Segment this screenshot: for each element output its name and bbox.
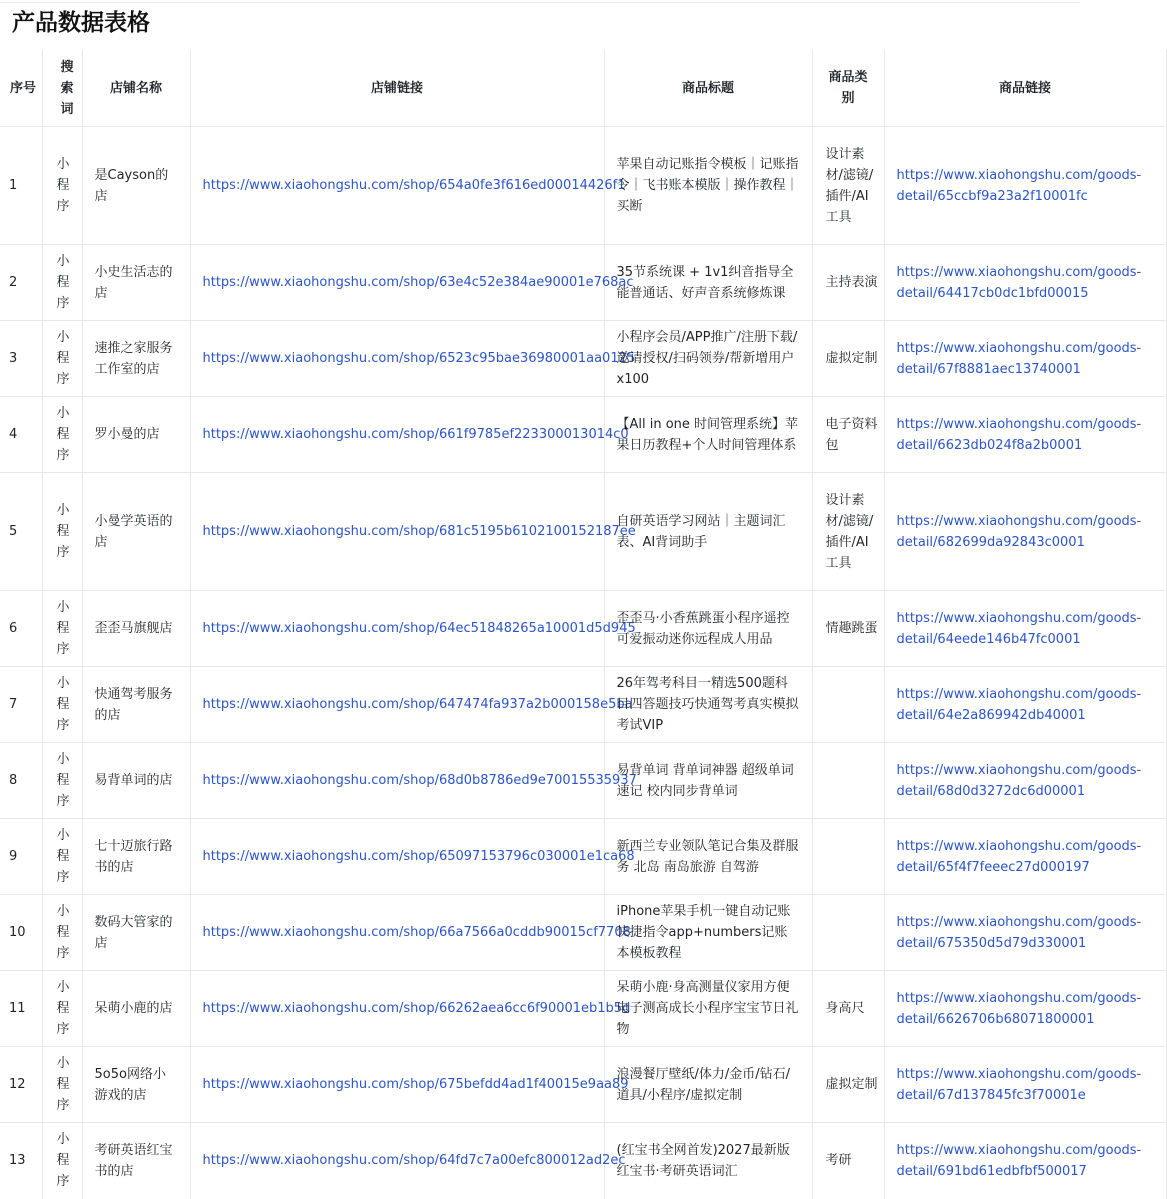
product-link-text[interactable]: https://www.xiaohongshu.com/goods- [896,610,1142,626]
cell-shop-link[interactable]: https://www.xiaohongshu.com/shop/675befdd4ad1f40015e9aa89 [190,1047,604,1123]
cell-shop-link[interactable]: https://www.xiaohongshu.com/shop/661f9785ef223300013014c0 [190,397,604,473]
cell-keyword: 小程序 [42,743,82,819]
column-header-shop-link[interactable]: 店铺链接 [190,50,604,127]
cell-product-title: 苹果自动记账指令模板｜记账指令｜飞书账本模版｜操作教程｜买断 [604,127,812,245]
product-link-text[interactable]: https://www.xiaohongshu.com/goods- [896,990,1142,1006]
table-row[interactable] [0,397,1166,473]
cell-product-link[interactable] [884,819,1166,895]
cell-category: 情趣跳蛋 [812,591,884,667]
product-link-text[interactable]: https://www.xiaohongshu.com/goods- [896,686,1142,702]
table-row[interactable] [0,895,1166,971]
cell-product-title: 26年驾考科目一精选500题科目四答题技巧快通驾考真实模拟考试VIP [604,667,812,743]
cell-product-link[interactable] [884,1047,1166,1123]
cell-product-title: 呆萌小鹿·身高测量仪家用方便电子测高成长小程序宝宝节日礼物 [604,971,812,1047]
cell-shop-name: 小史生活志的店 [82,245,190,321]
cell-shop-link[interactable]: https://www.xiaohongshu.com/shop/647474fa937a2b000158e5ba [190,667,604,743]
cell-shop-name: 速推之家服务工作室的店 [82,321,190,397]
table-row[interactable] [0,1123,1166,1199]
product-link-text[interactable]: detail/682699da92843c0001 [896,534,1085,550]
cell-shop-name: 歪歪马旗舰店 [82,591,190,667]
cell-keyword: 小程序 [42,473,82,591]
cell-product-link[interactable] [884,321,1166,397]
page-title: 产品数据表格 [12,10,150,36]
cell-product-title: 易背单词 背单词神器 超级单词速记 校内同步背单词 [604,743,812,819]
table-row[interactable] [0,245,1166,321]
product-link-text[interactable]: https://www.xiaohongshu.com/goods- [896,513,1142,529]
cell-product-link[interactable] [884,245,1166,321]
cell-keyword: 小程序 [42,127,82,245]
cell-shop-name: 易背单词的店 [82,743,190,819]
table-row[interactable] [0,321,1166,397]
column-header-keyword[interactable]: 搜索词 [42,50,82,127]
table-row[interactable] [0,1047,1166,1123]
cell-product-link[interactable] [884,473,1166,591]
cell-keyword: 小程序 [42,819,82,895]
cell-shop-link[interactable]: https://www.xiaohongshu.com/shop/63e4c52e384ae90001e768ac [190,245,604,321]
cell-index: 8 [0,743,42,819]
cell-index: 10 [0,895,42,971]
product-link-text[interactable]: detail/64eede146b47fc0001 [896,631,1081,647]
table-body [0,127,1166,1199]
cell-keyword: 小程序 [42,591,82,667]
cell-shop-name: 罗小曼的店 [82,397,190,473]
product-link-text[interactable]: https://www.xiaohongshu.com/goods- [896,1142,1142,1158]
cell-shop-name: 快通驾考服务的店 [82,667,190,743]
column-header-shop-name[interactable]: 店铺名称 [82,50,190,127]
cell-product-title: 小程序会员/APP推广/注册下载/邀请授权/扫码领券/帮新增用户 x100 [604,321,812,397]
cell-shop-link[interactable]: https://www.xiaohongshu.com/shop/64ec51848265a10001d5d945 [190,591,604,667]
cell-shop-link[interactable]: https://www.xiaohongshu.com/shop/681c5195b6102100152187ee [190,473,604,591]
cell-index: 1 [0,127,42,245]
table-viewport[interactable] [0,50,1142,1194]
cell-category [812,667,884,743]
cell-category: 虚拟定制 [812,1047,884,1123]
cell-product-title: 自研英语学习网站｜主题词汇表、AI背词助手 [604,473,812,591]
cell-shop-link[interactable]: https://www.xiaohongshu.com/shop/68d0b8786ed9e70015535937 [190,743,604,819]
cell-index: 7 [0,667,42,743]
product-link-text[interactable]: detail/64e2a869942db40001 [896,707,1086,723]
table-row[interactable] [0,127,1166,245]
cell-keyword: 小程序 [42,667,82,743]
cell-product-link[interactable] [884,397,1166,473]
cell-category: 设计素材/滤镜/插件/AI工具 [812,127,884,245]
product-link-text[interactable]: detail/68d0d3272dc6d00001 [896,783,1086,799]
cell-shop-name: 是Cayson的店 [82,127,190,245]
table-row[interactable] [0,667,1166,743]
cell-product-title: 【All in one 时间管理系统】苹果日历教程+个人时间管理体系 [604,397,812,473]
cell-shop-name: 呆萌小鹿的店 [82,971,190,1047]
cell-index: 5 [0,473,42,591]
top-divider [0,2,1080,3]
cell-shop-name: 七十迈旅行路书的店 [82,819,190,895]
cell-product-title: 新西兰专业领队笔记合集及群服务 北岛 南岛旅游 自驾游 [604,819,812,895]
product-link-text[interactable]: detail/65f4f7feeec27d000197 [896,859,1090,875]
table-row[interactable] [0,743,1166,819]
cell-shop-link[interactable]: https://www.xiaohongshu.com/shop/6523c95bae36980001aa0125 [190,321,604,397]
cell-index: 9 [0,819,42,895]
cell-shop-link[interactable]: https://www.xiaohongshu.com/shop/654a0fe3f616ed00014426f1 [190,127,604,245]
product-link-text[interactable]: detail/6623db024f8a2b0001 [896,437,1083,453]
cell-product-link[interactable] [884,667,1166,743]
cell-category: 电子资料包 [812,397,884,473]
cell-product-title: (红宝书全网首发)2027最新版红宝书·考研英语词汇 [604,1123,812,1199]
table-row[interactable] [0,819,1166,895]
cell-index: 11 [0,971,42,1047]
cell-keyword: 小程序 [42,1123,82,1199]
header-row [0,50,1166,127]
product-link-text[interactable]: https://www.xiaohongshu.com/goods- [896,416,1142,432]
product-link-text[interactable]: https://www.xiaohongshu.com/goods- [896,762,1142,778]
product-link-text[interactable]: https://www.xiaohongshu.com/goods- [896,167,1142,183]
cell-product-title: 歪歪马·小香蕉跳蛋小程序遥控可爱振动迷你远程成人用品 [604,591,812,667]
product-link-text[interactable]: https://www.xiaohongshu.com/goods- [896,1066,1142,1082]
column-header-product-title[interactable]: 商品标题 [604,50,812,127]
product-link-text[interactable]: https://www.xiaohongshu.com/goods- [896,264,1142,280]
cell-category [812,743,884,819]
table-row[interactable] [0,473,1166,591]
cell-category: 考研 [812,1123,884,1199]
cell-product-title: iPhone苹果手机一键自动记账快捷指令app+numbers记账本模板教程 [604,895,812,971]
product-link-text[interactable]: detail/691bd61edbfbf500017 [896,1163,1087,1179]
table-row[interactable] [0,591,1166,667]
cell-index: 12 [0,1047,42,1123]
cell-index: 4 [0,397,42,473]
cell-shop-name: 数码大管家的店 [82,895,190,971]
cell-keyword: 小程序 [42,971,82,1047]
cell-index: 3 [0,321,42,397]
cell-shop-link[interactable]: https://www.xiaohongshu.com/shop/64fd7c7a00efc800012ad2ec [190,1123,604,1199]
cell-product-link[interactable] [884,743,1166,819]
product-link-text[interactable]: https://www.xiaohongshu.com/goods- [896,914,1142,930]
cell-keyword: 小程序 [42,895,82,971]
cell-index: 6 [0,591,42,667]
cell-shop-link[interactable]: https://www.xiaohongshu.com/shop/66a7566a0cddb90015cf7708 [190,895,604,971]
cell-keyword: 小程序 [42,397,82,473]
cell-product-title: 浪漫餐厅壁纸/体力/金币/钻石/道具/小程序/虚拟定制 [604,1047,812,1123]
cell-keyword: 小程序 [42,1047,82,1123]
cell-category [812,819,884,895]
product-link-text[interactable]: detail/67d137845fc3f70001e [896,1087,1086,1103]
table-row[interactable] [0,971,1166,1047]
cell-shop-link[interactable]: https://www.xiaohongshu.com/shop/65097153796c030001e1ca68 [190,819,604,895]
cell-index: 13 [0,1123,42,1199]
cell-shop-name: 考研英语红宝书的店 [82,1123,190,1199]
cell-product-title: 35节系统课 + 1v1纠音指导全能普通话、好声音系统修炼课 [604,245,812,321]
cell-keyword: 小程序 [42,321,82,397]
column-header-index[interactable]: 序号 [0,50,42,127]
product-link-text[interactable]: https://www.xiaohongshu.com/goods- [896,838,1142,854]
cell-product-link[interactable] [884,127,1166,245]
product-link-text[interactable]: detail/6626706b68071800001 [896,1011,1095,1027]
cell-category: 身高尺 [812,971,884,1047]
cell-product-link[interactable] [884,971,1166,1047]
cell-product-link[interactable] [884,1123,1166,1199]
cell-category [812,895,884,971]
cell-product-link[interactable] [884,895,1166,971]
column-header-product-link[interactable]: 商品链接 [884,50,1166,127]
cell-category: 虚拟定制 [812,321,884,397]
product-link-text[interactable]: detail/65ccbf9a23a2f10001fc [896,188,1088,204]
cell-index: 2 [0,245,42,321]
cell-category: 设计素材/滤镜/插件/AI工具 [812,473,884,591]
product-link-text[interactable]: https://www.xiaohongshu.com/goods- [896,340,1142,356]
cell-keyword: 小程序 [42,245,82,321]
product-link-text[interactable]: detail/675350d5d79d330001 [896,935,1087,951]
product-data-table [0,50,1167,1199]
column-header-category[interactable]: 商品类别 [812,50,884,127]
cell-shop-name: 小曼学英语的店 [82,473,190,591]
product-link-text[interactable]: detail/64417cb0dc1bfd00015 [896,285,1089,301]
cell-category: 主持表演 [812,245,884,321]
cell-product-link[interactable] [884,591,1166,667]
cell-shop-name: 5o5o网络小游戏的店 [82,1047,190,1123]
product-link-text[interactable]: detail/67f8881aec13740001 [896,361,1081,377]
cell-shop-link[interactable]: https://www.xiaohongshu.com/shop/66262aea6cc6f90001eb1b5d [190,971,604,1047]
